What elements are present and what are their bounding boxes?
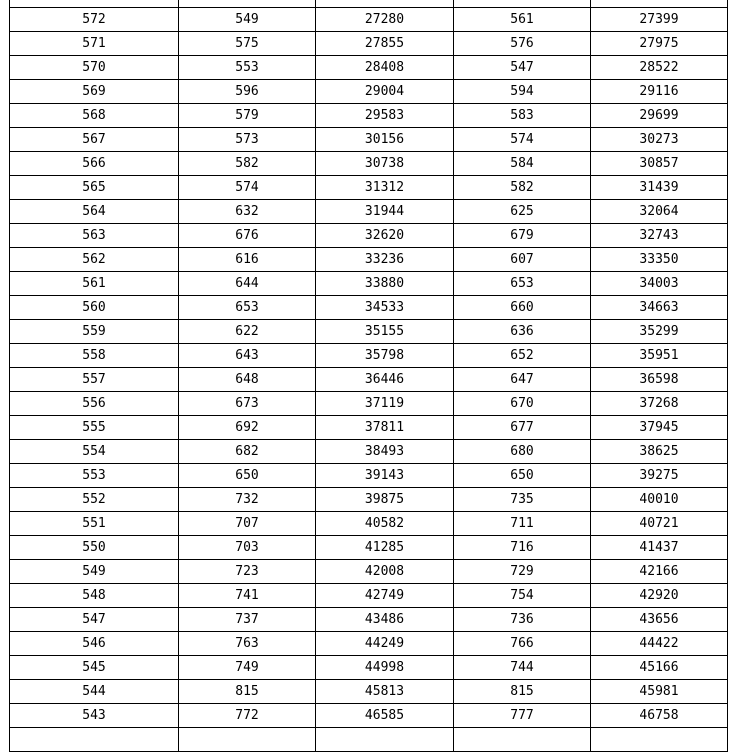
table-cell: 40010: [591, 488, 728, 512]
table-cell: 34663: [591, 296, 728, 320]
table-cell: [179, 728, 316, 752]
table-cell: 29004: [316, 80, 454, 104]
table-cell: [10, 0, 179, 8]
table-cell: 30738: [316, 152, 454, 176]
table-row: [10, 104, 728, 128]
table-cell: 572: [10, 8, 179, 32]
table-row: [10, 32, 728, 56]
table-row: [10, 656, 728, 680]
table-cell: 647: [454, 368, 591, 392]
table-row: [10, 536, 728, 560]
table-cell: 41285: [316, 536, 454, 560]
table-cell: 29699: [591, 104, 728, 128]
table-cell: 754: [454, 584, 591, 608]
table-cell: 568: [10, 104, 179, 128]
table-cell: 815: [179, 680, 316, 704]
table-cell: 682: [179, 440, 316, 464]
table-cell: 673: [179, 392, 316, 416]
table-cell: 735: [454, 488, 591, 512]
table-cell: 737: [179, 608, 316, 632]
table-cell: 815: [454, 680, 591, 704]
table-cell: 632: [179, 200, 316, 224]
table-cell: 44422: [591, 632, 728, 656]
table-cell: 565: [10, 176, 179, 200]
table-row: [10, 464, 728, 488]
table-cell: 560: [10, 296, 179, 320]
table-cell: 551: [10, 512, 179, 536]
table-row: [10, 8, 728, 32]
table-row: [10, 608, 728, 632]
table-cell: 39143: [316, 464, 454, 488]
table-cell: 736: [454, 608, 591, 632]
table-cell: 32620: [316, 224, 454, 248]
table-cell: 653: [454, 272, 591, 296]
table-cell: 27399: [591, 8, 728, 32]
table-row: [10, 128, 728, 152]
table-cell: 584: [454, 152, 591, 176]
table-cell: 43486: [316, 608, 454, 632]
table-cell: 547: [454, 56, 591, 80]
table-cell: 680: [454, 440, 591, 464]
table-cell: 650: [179, 464, 316, 488]
table-cell: 37268: [591, 392, 728, 416]
table-cell: 29583: [316, 104, 454, 128]
table-cell: 42008: [316, 560, 454, 584]
table-cell: 36446: [316, 368, 454, 392]
table-cell: 45813: [316, 680, 454, 704]
table-row: [10, 584, 728, 608]
table-cell: 729: [454, 560, 591, 584]
table-cell: 30156: [316, 128, 454, 152]
table-row: [10, 728, 728, 752]
table-cell: 39875: [316, 488, 454, 512]
table-cell: 37945: [591, 416, 728, 440]
table-cell: 652: [454, 344, 591, 368]
table-cell: [10, 728, 179, 752]
table-cell: 547: [10, 608, 179, 632]
table-cell: 41437: [591, 536, 728, 560]
table-cell: 777: [454, 704, 591, 728]
table-cell: 596: [179, 80, 316, 104]
table-cell: 594: [454, 80, 591, 104]
table-cell: 679: [454, 224, 591, 248]
table-cell: 43656: [591, 608, 728, 632]
table-cell: 33236: [316, 248, 454, 272]
table-cell: 607: [454, 248, 591, 272]
table-cell: 574: [179, 176, 316, 200]
table-cell: [316, 0, 454, 8]
table-cell: 567: [10, 128, 179, 152]
table-cell: 744: [454, 656, 591, 680]
table-cell: 32064: [591, 200, 728, 224]
table-cell: 571: [10, 32, 179, 56]
table-cell: 676: [179, 224, 316, 248]
table-cell: 552: [10, 488, 179, 512]
table-cell: 579: [179, 104, 316, 128]
table-cell: 44249: [316, 632, 454, 656]
table-cell: 40721: [591, 512, 728, 536]
table-cell: 28522: [591, 56, 728, 80]
table-cell: 575: [179, 32, 316, 56]
table-container: [9, 0, 728, 752]
table-cell: 677: [454, 416, 591, 440]
table-cell: 573: [179, 128, 316, 152]
table-cell: 35951: [591, 344, 728, 368]
table-cell: 35798: [316, 344, 454, 368]
table-cell: 711: [454, 512, 591, 536]
table-cell: 692: [179, 416, 316, 440]
table-row: [10, 368, 728, 392]
table-cell: 27975: [591, 32, 728, 56]
table-cell: 42166: [591, 560, 728, 584]
table-cell: 763: [179, 632, 316, 656]
table-cell: 703: [179, 536, 316, 560]
table-cell: 576: [454, 32, 591, 56]
table-row: [10, 440, 728, 464]
table-cell: 616: [179, 248, 316, 272]
table-cell: 556: [10, 392, 179, 416]
table-cell: 545: [10, 656, 179, 680]
table-row: [10, 560, 728, 584]
table-cell: 648: [179, 368, 316, 392]
table-cell: 45166: [591, 656, 728, 680]
table-row: [10, 296, 728, 320]
table-row: [10, 488, 728, 512]
table-cell: 31439: [591, 176, 728, 200]
table-cell: 554: [10, 440, 179, 464]
table-row: [10, 152, 728, 176]
table-cell: 561: [454, 8, 591, 32]
table-cell: 34003: [591, 272, 728, 296]
table-cell: [316, 728, 454, 752]
table-cell: 670: [454, 392, 591, 416]
table-cell: 558: [10, 344, 179, 368]
table-cell: [454, 0, 591, 8]
table-cell: 44998: [316, 656, 454, 680]
table-cell: 636: [454, 320, 591, 344]
table-cell: 555: [10, 416, 179, 440]
table-cell: 29116: [591, 80, 728, 104]
table-cell: 46585: [316, 704, 454, 728]
table-cell: 42749: [316, 584, 454, 608]
table-cell: 30857: [591, 152, 728, 176]
table-cell: 34533: [316, 296, 454, 320]
table-cell: 559: [10, 320, 179, 344]
table-cell: 582: [454, 176, 591, 200]
table-cell: [454, 728, 591, 752]
table-cell: 37811: [316, 416, 454, 440]
table-cell: 30273: [591, 128, 728, 152]
table-cell: 557: [10, 368, 179, 392]
table-row: [10, 248, 728, 272]
table-cell: 732: [179, 488, 316, 512]
table-cell: 553: [179, 56, 316, 80]
table-cell: 553: [10, 464, 179, 488]
table-cell: 32743: [591, 224, 728, 248]
table-cell: 772: [179, 704, 316, 728]
table-cell: 582: [179, 152, 316, 176]
table-cell: 549: [10, 560, 179, 584]
table-cell: 574: [454, 128, 591, 152]
table-cell: 653: [179, 296, 316, 320]
table-cell: 723: [179, 560, 316, 584]
table-cell: 45981: [591, 680, 728, 704]
table-cell: 741: [179, 584, 316, 608]
table-cell: 716: [454, 536, 591, 560]
table-cell: 566: [10, 152, 179, 176]
table-cell: 38493: [316, 440, 454, 464]
table-cell: 27280: [316, 8, 454, 32]
table-cell: [179, 0, 316, 8]
table-cell: 33350: [591, 248, 728, 272]
table-cell: 35299: [591, 320, 728, 344]
table-body: [10, 0, 728, 752]
table-cell: 46758: [591, 704, 728, 728]
table-row: [10, 680, 728, 704]
table-cell: 549: [179, 8, 316, 32]
table-cell: 31312: [316, 176, 454, 200]
table-row: [10, 632, 728, 656]
table-cell: 660: [454, 296, 591, 320]
table-cell: 42920: [591, 584, 728, 608]
table-cell: 548: [10, 584, 179, 608]
table-row: [10, 0, 728, 8]
table-cell: 36598: [591, 368, 728, 392]
table-row: [10, 512, 728, 536]
table-cell: 28408: [316, 56, 454, 80]
table-cell: 33880: [316, 272, 454, 296]
table-cell: 625: [454, 200, 591, 224]
table-cell: 37119: [316, 392, 454, 416]
table-cell: 622: [179, 320, 316, 344]
table-cell: 643: [179, 344, 316, 368]
table-cell: 39275: [591, 464, 728, 488]
table-cell: 31944: [316, 200, 454, 224]
table-row: [10, 704, 728, 728]
table-cell: 35155: [316, 320, 454, 344]
table-cell: 544: [10, 680, 179, 704]
table-row: [10, 320, 728, 344]
table-row: [10, 272, 728, 296]
table-cell: 38625: [591, 440, 728, 464]
table-cell: 543: [10, 704, 179, 728]
table-row: [10, 344, 728, 368]
table-cell: 707: [179, 512, 316, 536]
table-cell: [591, 0, 728, 8]
table-cell: 650: [454, 464, 591, 488]
table-cell: 569: [10, 80, 179, 104]
table-cell: 27855: [316, 32, 454, 56]
table-cell: 570: [10, 56, 179, 80]
table-cell: 583: [454, 104, 591, 128]
table-cell: 564: [10, 200, 179, 224]
table-cell: [591, 728, 728, 752]
table-row: [10, 224, 728, 248]
table-cell: 766: [454, 632, 591, 656]
table-row: [10, 416, 728, 440]
table-cell: 40582: [316, 512, 454, 536]
table-cell: 546: [10, 632, 179, 656]
score-table: [9, 0, 728, 752]
table-row: [10, 200, 728, 224]
table-row: [10, 80, 728, 104]
table-cell: 562: [10, 248, 179, 272]
table-cell: 561: [10, 272, 179, 296]
table-row: [10, 176, 728, 200]
table-row: [10, 56, 728, 80]
table-cell: 550: [10, 536, 179, 560]
table-cell: 563: [10, 224, 179, 248]
table-cell: 749: [179, 656, 316, 680]
table-row: [10, 392, 728, 416]
table-cell: 644: [179, 272, 316, 296]
